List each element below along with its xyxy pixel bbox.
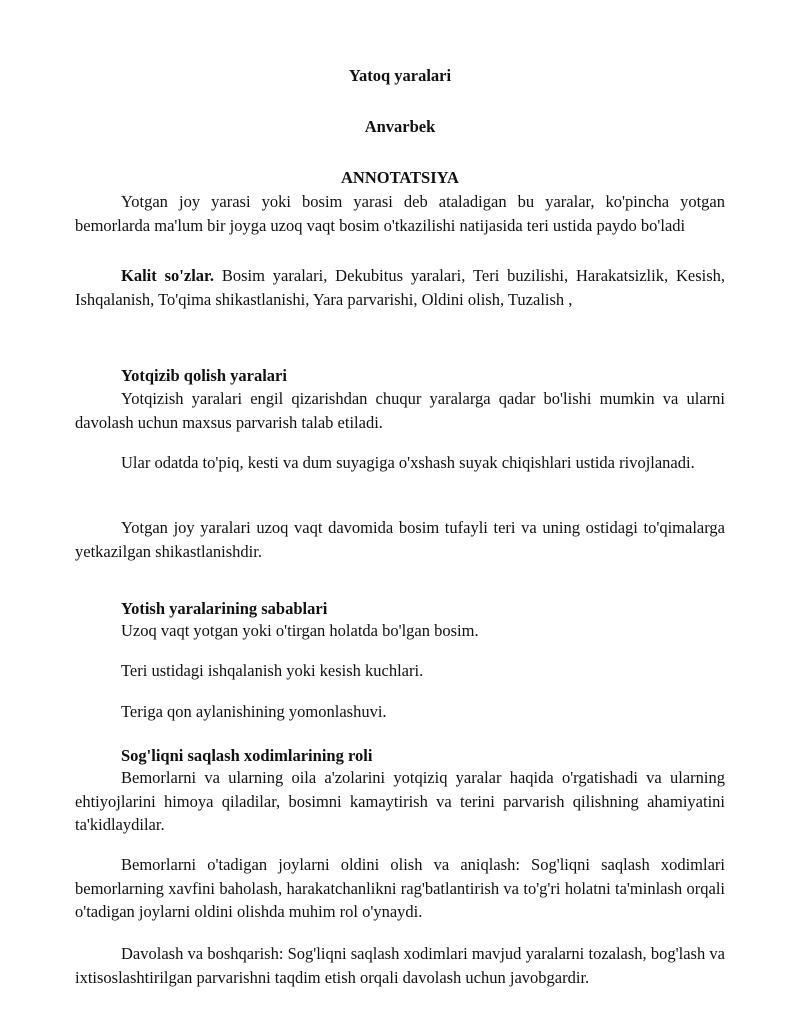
section3-paragraph-2: Bemorlarni o'tadigan joylarni oldini olish va aniqlash: Sog'liqni saqlash xodimlari bemorlarning xavfini baholash, harakatchanlikni rag'batlantirish va to'g'ri holatni ta'minlash orqali o'tadigan joylarni oldini olishda muhim rol o'ynaydi.	[75, 855, 725, 921]
cause-item-2: Teri ustidagi ishqalanish yoki kesish kuchlari.	[121, 661, 424, 680]
annotation-heading: ANNOTATSIYA	[341, 168, 459, 187]
cause-item-1: Uzoq vaqt yotgan yoki o'tirgan holatda bo'lgan bosim.	[121, 621, 479, 640]
section3-paragraph-1: Bemorlarni va ularning oila a'zolarini yotqiziq yaralar haqida o'rgatishadi va ularning ehtiyojlarini himoya qiladilar, bosimni kamaytirish va terini parvarish qilishning ahamiyatini ta'kidlaydilar.	[75, 768, 725, 834]
keywords-paragraph	[75, 264, 725, 311]
keywords-text: Bosim yaralari, Dekubitus yaralari, Teri buzilishi, Harakatsizlik, Kesish, Ishqalanish, To'qima shikastlanishi, Yara parvarishi, Oldini olish, Tuzalish ,	[75, 266, 725, 309]
section-heading-role: Sog'liqni saqlash xodimlarining roli	[121, 746, 373, 765]
cause-item-3: Teriga qon aylanishining yomonlashuvi.	[121, 702, 387, 721]
keywords-label: Kalit so'zlar.	[121, 266, 214, 285]
section1-paragraph-1: Yotqizish yaralari engil qizarishdan chuqur yaralarga qadar bo'lishi mumkin va ularni davolash uchun maxsus parvarish talab etiladi.	[75, 389, 725, 432]
section-heading-causes: Yotish yaralarining sabablari	[121, 599, 328, 618]
section1-paragraph-2: Ular odatda to'piq, kesti va dum suyagiga o'xshash suyak chiqishlari ustida rivojlanadi.	[121, 453, 695, 472]
section-heading-bedsores: Yotqizib qolish yaralari	[121, 366, 287, 385]
section3-paragraph-3: Davolash va boshqarish: Sog'liqni saqlash xodimlari mavjud yaralarni tozalash, bog'lash va ixtisoslashtirilgan parvarishni taqdim etish orqali davolash uchun javobgardir.	[75, 944, 725, 987]
section1-paragraph-3: Yotgan joy yaralari uzoq vaqt davomida bosim tufayli teri va uning ostidagi to'qimalarga yetkazilgan shikastlanishdir.	[75, 518, 725, 561]
author-name: Anvarbek	[364, 117, 436, 136]
document-title: Yatoq yaralari	[348, 66, 452, 85]
annotation-paragraph: Yotgan joy yarasi yoki bosim yarasi deb ataladigan bu yaralar, ko'pincha yotgan bemorlarda ma'lum bir joyga uzoq vaqt bosim o'tkazilishi natijasida teri ustida paydo bo'ladi	[75, 192, 725, 235]
